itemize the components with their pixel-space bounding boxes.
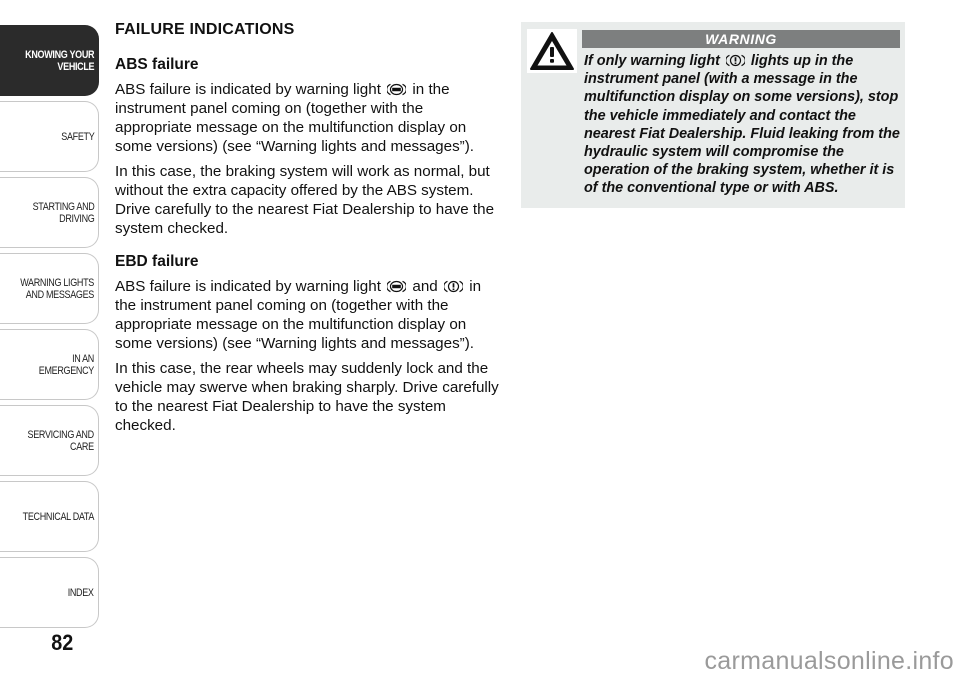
section-title: FAILURE INDICATIONS	[115, 21, 295, 38]
abs-failure-section	[115, 55, 500, 238]
ebd-failure-section	[115, 252, 500, 435]
page-number: 82	[51, 630, 74, 655]
warning-text: If only warning light lights up in the instrument panel (with a message in the multifunction display on some versions), stop the vehicle immediately and contact the nearest Fiat Dealership. Fluid leaking from the hydraulic system will compromise the operation of the braking system, whether it is of the conventional type or with ABS.	[584, 53, 900, 197]
abs-failure-heading: ABS failure	[115, 56, 199, 73]
ebd-failure-heading: EBD failure	[115, 253, 199, 270]
tab-in-an-emergency[interactable]: IN AN EMERGENCY	[0, 329, 99, 400]
watermark: carmanualsonline.info	[704, 647, 954, 675]
tab-warning-lights[interactable]: WARNING LIGHTS AND MESSAGES	[0, 253, 99, 324]
brake-warning-light-icon	[726, 53, 745, 68]
main-column	[115, 20, 500, 449]
tab-index[interactable]: INDEX	[0, 557, 99, 628]
tab-starting-and-driving[interactable]: STARTING AND DRIVING	[0, 177, 99, 248]
abs-failure-paragraph-2: In this case, the braking system will work as normal, but without the extra capacity offered by the ABS system. Drive carefully to the nearest Fiat Dealership to have the system checked.	[115, 163, 495, 237]
tab-knowing-your-vehicle[interactable]: KNOWING YOUR VEHICLE	[0, 25, 99, 96]
abs-warning-light-icon	[387, 82, 406, 97]
warning-box	[521, 22, 905, 208]
warning-heading: WARNING	[582, 30, 900, 48]
tab-technical-data[interactable]: TECHNICAL DATA	[0, 481, 99, 552]
ebd-failure-paragraph-2: In this case, the rear wheels may suddenly lock and the vehicle may swerve when braking sharply. Drive carefully to the nearest Fiat Dealership to have the system checked.	[115, 360, 499, 434]
tab-safety[interactable]: SAFETY	[0, 101, 99, 172]
brake-warning-light-icon	[444, 279, 463, 294]
ebd-failure-paragraph-1: ABS failure is indicated by warning light and in the instrument panel coming on (together with the appropriate message on the multifunction display on some versions) (see “Warning lights and messages”).	[115, 278, 482, 352]
abs-warning-light-icon	[387, 279, 406, 294]
tab-servicing-and-care[interactable]: SERVICING AND CARE	[0, 405, 99, 476]
abs-failure-paragraph-1: ABS failure is indicated by warning light in the instrument panel coming on (together with the appropriate message on the multifunction display on some versions) (see “Warning lights and messages”).	[115, 81, 475, 155]
